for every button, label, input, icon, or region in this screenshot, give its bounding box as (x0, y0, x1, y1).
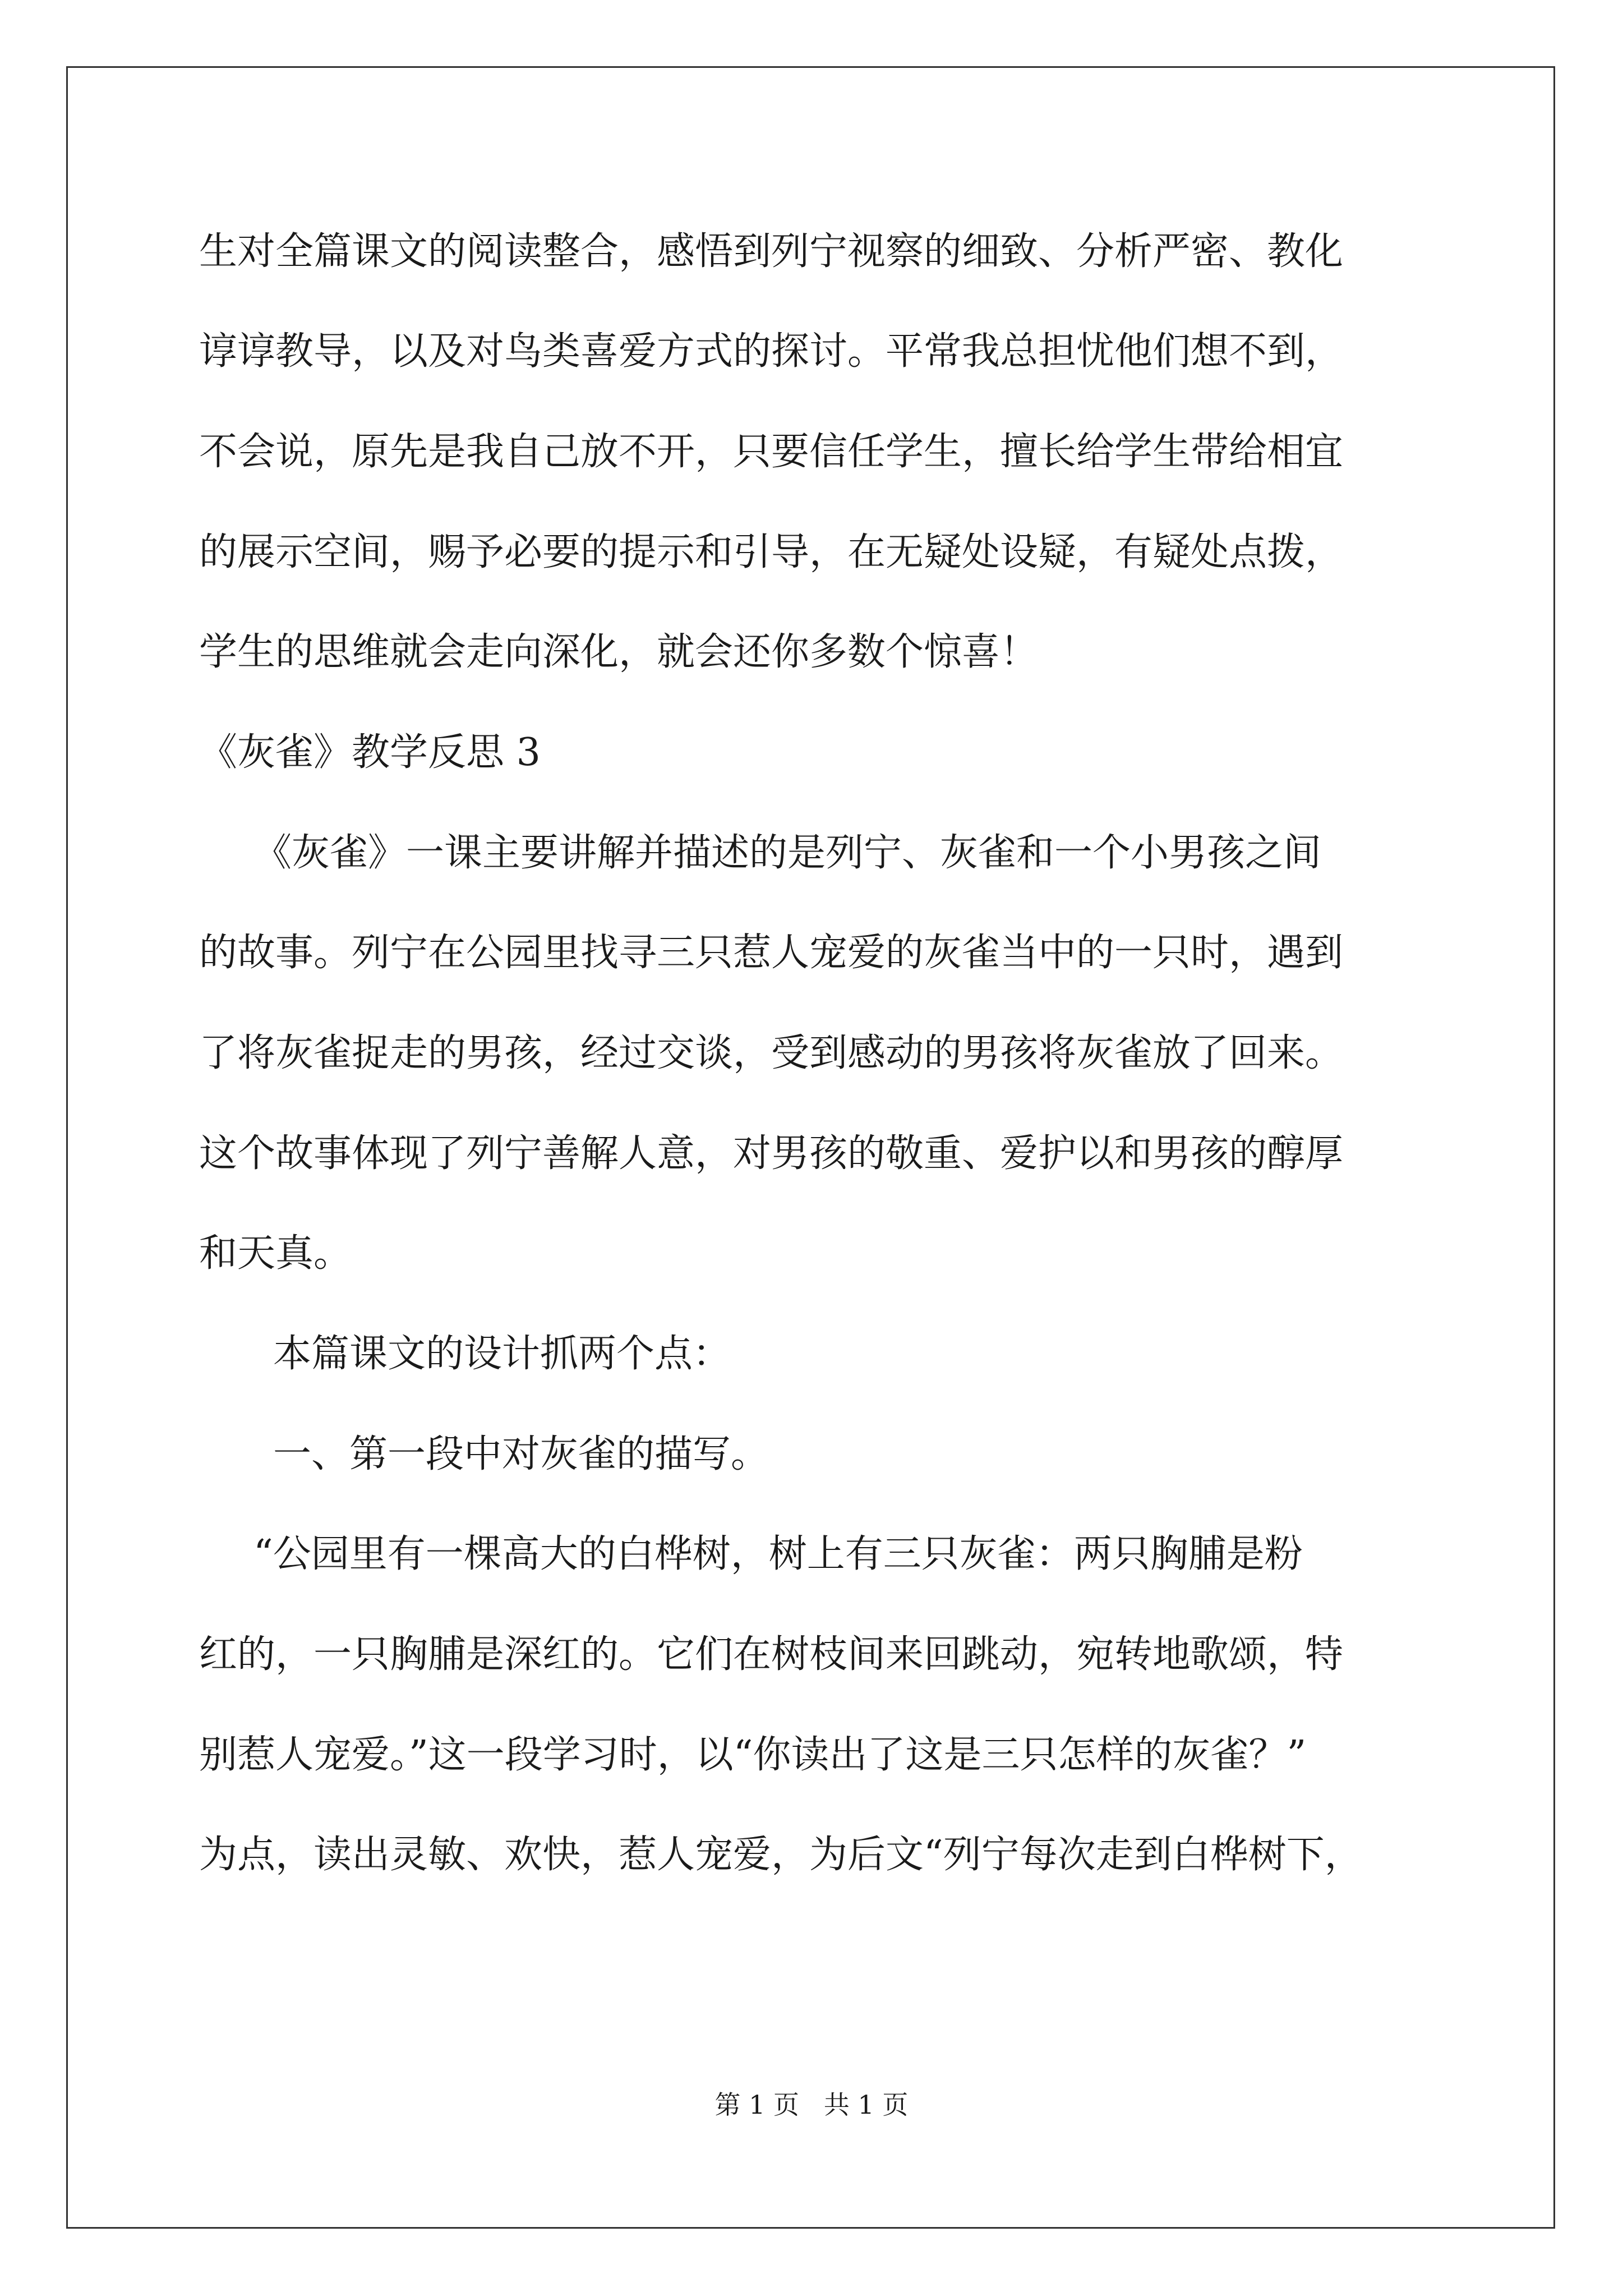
body-line: 为点，读出灵敏、欢快，惹人宠爱，为后文“列宁每次走到白桦树下， (199, 1833, 1363, 1877)
body-line: 红的，一只胸脯是深红的。它们在树枝间来回跳动，宛转地歌颂，特 (199, 1632, 1344, 1677)
body-line: 这个故事体现了列宁善解人意，对男孩的敬重、爱护以和男孩的醇厚 (199, 1131, 1344, 1176)
body-line: 《灰雀》一课主要讲解并描述的是列宁、灰雀和一个小男孩之间 (253, 831, 1322, 875)
body-line: 谆谆教导，以及对鸟类喜爱方式的探讨。平常我总担忧他们想不到， (199, 329, 1344, 374)
body-line: “公园里有一棵高大的白桦树，树上有三只灰雀：两只胸脯是粉 (253, 1532, 1303, 1576)
body-line: 了将灰雀捉走的男孩，经过交谈，受到感动的男孩将灰雀放了回来。 (199, 1031, 1344, 1075)
body-line: 学生的思维就会走向深化，就会还你多数个惊喜！ (199, 630, 1039, 674)
section-heading: 《灰雀》教学反思 3 (199, 730, 541, 775)
page-footer: 第 1 页 共 1 页 (714, 2090, 909, 2120)
body-line: 一、第一段中对灰雀的描写。 (273, 1432, 769, 1476)
body-line: 本篇课文的设计抓两个点： (273, 1332, 731, 1376)
body-line: 和天真。 (199, 1231, 352, 1276)
body-line: 的展示空间，赐予必要的提示和引导，在无疑处设疑，有疑处点拨， (199, 530, 1344, 574)
body-line: 的故事。列宁在公园里找寻三只惹人宠爱的灰雀当中的一只时，遇到 (199, 931, 1344, 975)
body-line: 别惹人宠爱。”这一段学习时，以“你读出了这是三只怎样的灰雀？” (199, 1733, 1307, 1777)
body-line: 生对全篇课文的阅读整合，感悟到列宁视察的细致、分析严密、教化 (199, 229, 1344, 274)
body-line: 不会说，原先是我自己放不开，只要信任学生，擅长给学生带给相宜 (199, 430, 1344, 474)
